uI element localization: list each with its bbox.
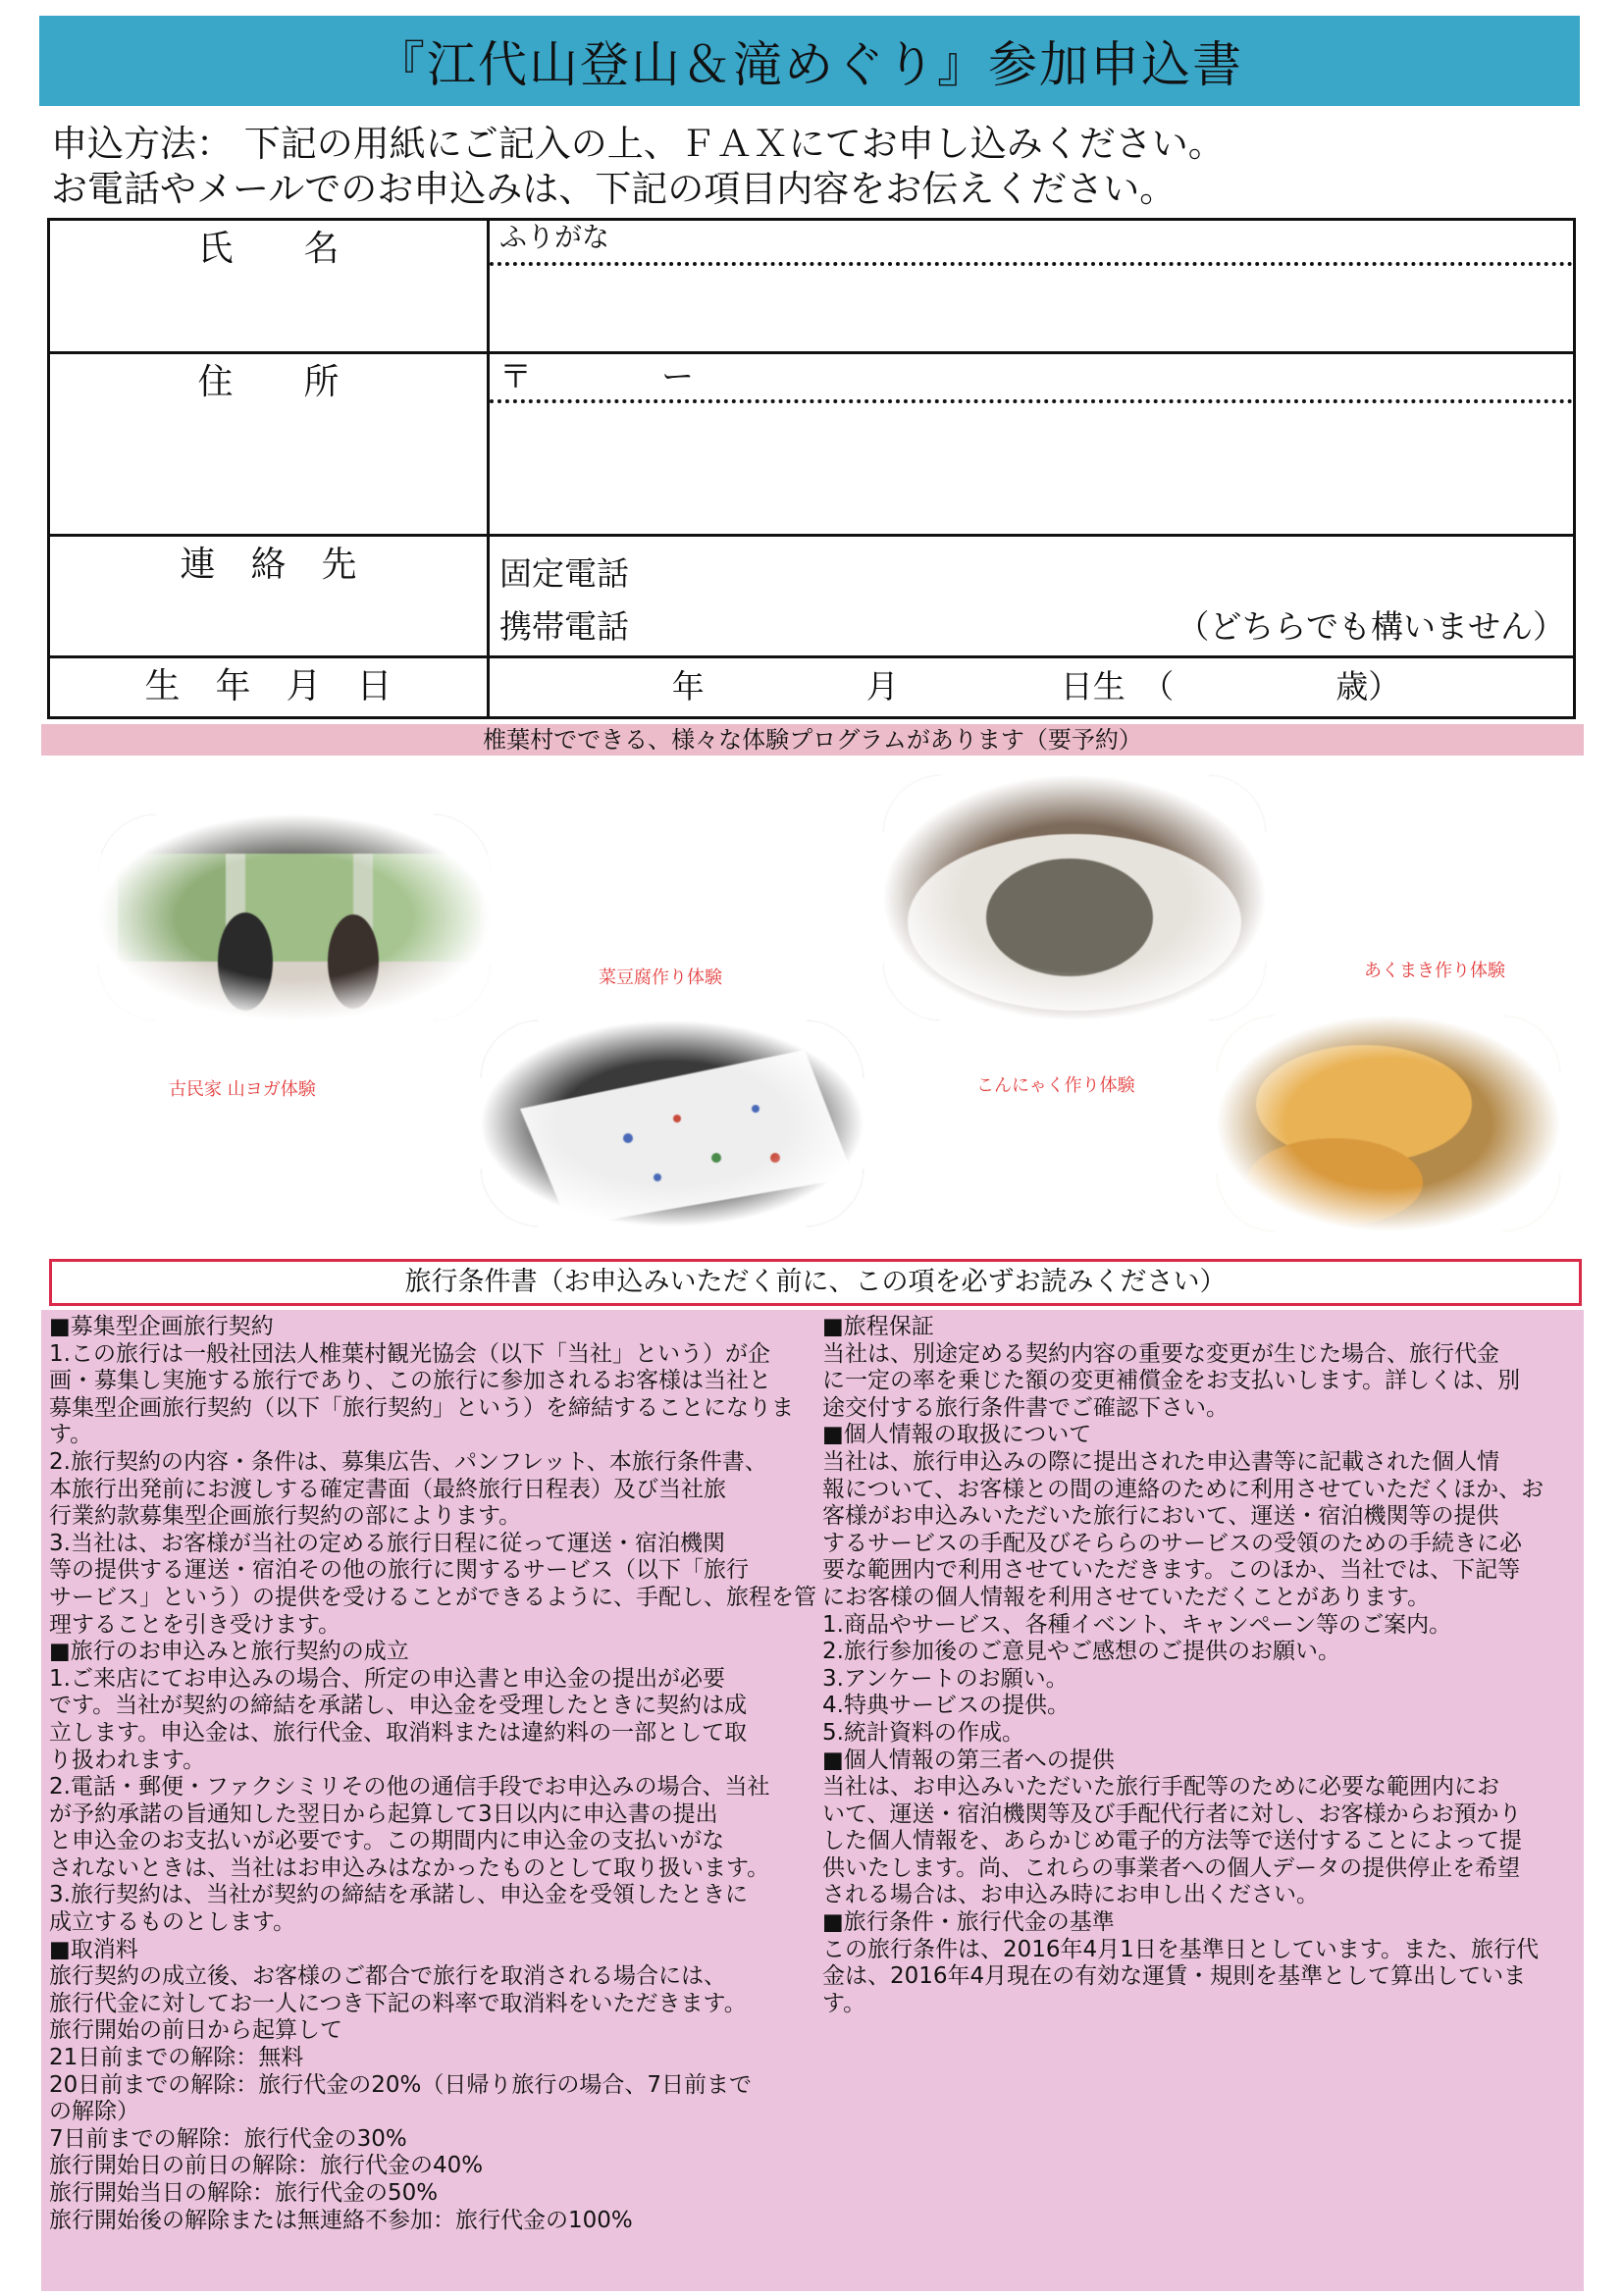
condition-line: 旅行開始の前日から起算して xyxy=(49,2017,342,2044)
yoga-photo xyxy=(98,814,491,1020)
section-heading: ■個人情報の第三者への提供 xyxy=(822,1747,1115,1773)
birthday-field[interactable] xyxy=(489,657,1575,718)
condition-line: サービス」という）の提供を受けることができるように、手配し、旅程を管 xyxy=(49,1584,816,1610)
condition-line: 旅行開始後の解除または無連絡不参加：旅行代金の100% xyxy=(49,2207,633,2233)
condition-line: 旅行開始日の前日の解除：旅行代金の40% xyxy=(49,2153,484,2179)
condition-line: 立します。申込金は、旅行代金、取消料または違約料の一部として取 xyxy=(49,1719,748,1746)
condition-line: す。 xyxy=(822,1990,866,2016)
condition-line: 2.旅行参加後のご意見やご感想のご提供のお願い。 xyxy=(822,1639,1340,1665)
tofu-caption: 菜豆腐作り体験 xyxy=(599,967,722,988)
conditions-title: 旅行条件書（お申込みいただく前に、この項を必ずお読みください） xyxy=(49,1259,1582,1306)
condition-line: 供いたします。尚、これらの事業者への個人データの提供停止を希望 xyxy=(822,1854,1521,1881)
condition-line: 要な範囲内で利用させていただきます。このほか、当社では、下記等 xyxy=(822,1557,1521,1584)
akumaki-caption: あくまき作り体験 xyxy=(1364,961,1505,981)
condition-line: 理することを引き受けます。 xyxy=(49,1611,341,1638)
condition-line: するサービスの手配及びそららのサービスの受領のための手続きに必 xyxy=(822,1530,1522,1556)
condition-line: 1.ご来店にてお申込みの場合、所定の申込書と申込金の提出が必要 xyxy=(49,1665,725,1692)
condition-line: 3.旅行契約は、当社が契約の締結を承諾し、申込金を受領したときに xyxy=(49,1882,748,1908)
condition-line: 5.統計資料の作成。 xyxy=(822,1719,1024,1746)
condition-line: 当社は、旅行申込みの際に提出された申込書等に記載された個人情 xyxy=(822,1448,1499,1475)
condition-line: 旅行代金に対してお一人につき下記の料率で取消料をいただきます。 xyxy=(49,1990,747,2016)
konnyaku-caption: こんにゃく作り体験 xyxy=(976,1075,1135,1096)
condition-line: 当社は、別途定める契約内容の重要な変更が生じた場合、旅行代金 xyxy=(822,1340,1499,1367)
section-heading: ■旅行のお申込みと旅行契約の成立 xyxy=(49,1639,409,1665)
birthday-label: 生 年 月 日 xyxy=(49,657,489,718)
condition-line: にお客様の個人情報を利用させていただくことがあります。 xyxy=(822,1584,1431,1610)
contact-label: 連 絡 先 xyxy=(49,536,489,657)
landline-label: 固定電話 xyxy=(499,554,629,593)
condition-line: 3.当社は、お客様が当社の定める旅行日程に従って運送・宿泊機関 xyxy=(49,1530,725,1556)
condition-line: です。当社が契約の締結を承諾し、申込金を受理したときに契約は成 xyxy=(49,1693,748,1719)
condition-line: 20日前までの解除：旅行代金の20%（日帰り旅行の場合、7日前まで xyxy=(49,2071,753,2098)
condition-line: いて、運送・宿泊機関等及び手配代行者に対し、お客様からお預かり xyxy=(822,1800,1522,1827)
intro-text xyxy=(51,122,1225,212)
section-heading: ■個人情報の取扱について xyxy=(822,1422,1092,1448)
section-heading: ■取消料 xyxy=(49,1936,138,1962)
name-field[interactable] xyxy=(489,220,1575,353)
intro-line-2: お電話やメールでのお申込みは、下記の項目内容をお伝えください。 xyxy=(51,168,1177,210)
address-label: 住 所 xyxy=(49,353,489,536)
contact-field[interactable] xyxy=(489,536,1575,657)
condition-line: 報について、お客様との間の連絡のために利用させていただくほか、お xyxy=(822,1476,1544,1502)
condition-line: 客様がお申込みいただいた旅行において、運送・宿泊機関等の提供 xyxy=(822,1503,1499,1530)
condition-line: この旅行条件は、2016年4月1日を基準日としています。また、旅行代 xyxy=(822,1936,1539,1962)
condition-line: 旅行契約の成立後、お客様のご都合で旅行を取消される場合には、 xyxy=(49,1963,726,1990)
condition-line: される場合は、お申込み時にお申し出ください。 xyxy=(822,1882,1319,1908)
condition-line: り扱われます。 xyxy=(49,1747,206,1773)
condition-line: が予約承諾の旨通知した翌日から起算して3日以内に申込書の提出 xyxy=(49,1800,718,1827)
condition-line: 7日前までの解除：旅行代金の30% xyxy=(49,2125,407,2152)
condition-line: 画・募集し実施する旅行であり、この旅行に参加されるお客様は当社と xyxy=(49,1368,771,1394)
condition-line: 2.旅行契約の内容・条件は、募集広告、パンフレット、本旅行条件書、 xyxy=(49,1448,767,1475)
either-note: （どちらでも構いません） xyxy=(1177,607,1565,646)
address-field[interactable] xyxy=(489,353,1575,536)
condition-line: 募集型企画旅行契約（以下「旅行契約」という）を締結することになりま xyxy=(49,1394,794,1421)
condition-line: 本旅行出発前にお渡しする確定書面（最終旅行日程表）及び当社旅 xyxy=(49,1476,726,1502)
application-form xyxy=(47,218,1576,719)
postal-code-mark: 〒 ー xyxy=(499,357,694,395)
intro-line-1: 申込方法： 下記の用紙にご記入の上、ＦＡＸにてお申し込みください。 xyxy=(51,123,1225,165)
conditions-panel xyxy=(41,1310,1584,2291)
birthday-fields: 年 月 日生 （ 歳） xyxy=(671,667,1401,705)
condition-line: 行業約款募集型企画旅行契約の部によります。 xyxy=(49,1503,522,1530)
name-label: 氏 名 xyxy=(49,220,489,353)
condition-line: 途交付する旅行条件書でご確認下さい。 xyxy=(822,1394,1229,1421)
mobile-label: 携帯電話 xyxy=(499,607,629,646)
section-heading: ■旅行条件・旅行代金の基準 xyxy=(822,1909,1115,1936)
condition-line: した個人情報を、あらかじめ電子的方法等で送付することによって提 xyxy=(822,1828,1522,1854)
condition-line: と申込金のお支払いが必要です。この期間内に申込金の支払いがな xyxy=(49,1828,725,1854)
condition-line: 2.電話・郵便・ファクシミリその他の通信手段でお申込みの場合、当社 xyxy=(49,1774,770,1800)
page-title: 『江代山登山＆滝めぐり』参加申込書 xyxy=(376,36,1243,93)
condition-line: 成立するものとします。 xyxy=(49,1909,296,1936)
condition-line: 1.この旅行は一般社団法人椎葉村観光協会（以下「当社」という）が企 xyxy=(49,1340,770,1367)
condition-line: 旅行開始当日の解除：旅行代金の50% xyxy=(49,2180,439,2206)
condition-line: の解除） xyxy=(49,2099,139,2125)
section-heading: ■募集型企画旅行契約 xyxy=(49,1314,274,1339)
condition-line: 等の提供する運送・宿泊その他の旅行に関するサービス（以下「旅行 xyxy=(49,1557,749,1584)
condition-line: に一定の率を乗じた額の変更補償金をお支払いします。詳しくは、別 xyxy=(822,1368,1521,1394)
section-heading: ■旅程保証 xyxy=(822,1314,934,1339)
akumaki-photo xyxy=(1217,1016,1560,1231)
condition-line: されないときは、当社はお申込みはなかったものとして取り扱います。 xyxy=(49,1854,770,1881)
condition-line: 1.商品やサービス、各種イベント、キャンペーン等のご案内。 xyxy=(822,1611,1452,1638)
tofu-photo xyxy=(481,1020,864,1226)
condition-line: 当社は、お申込みいただいた旅行手配等のために必要な範囲内にお xyxy=(822,1774,1499,1800)
experience-banner: 椎葉村でできる、様々な体験プログラムがあります（要予約） xyxy=(41,724,1584,756)
yoga-caption: 古民家 山ヨガ体験 xyxy=(169,1079,316,1100)
condition-line: 金は、2016年4月現在の有効な運賃・規則を基準として算出していま xyxy=(822,1963,1527,1990)
conditions-left-column xyxy=(49,1314,824,2234)
condition-line: 3.アンケートのお願い。 xyxy=(822,1665,1069,1692)
furigana-label: ふりがな xyxy=(499,221,610,253)
condition-line: 4.特典サービスの提供。 xyxy=(822,1693,1070,1719)
conditions-right-column xyxy=(822,1314,1578,2017)
condition-line: す。 xyxy=(49,1422,93,1448)
konnyaku-photo xyxy=(883,775,1266,1020)
title-bar xyxy=(39,16,1580,106)
condition-line: 21日前までの解除：無料 xyxy=(49,2045,304,2071)
